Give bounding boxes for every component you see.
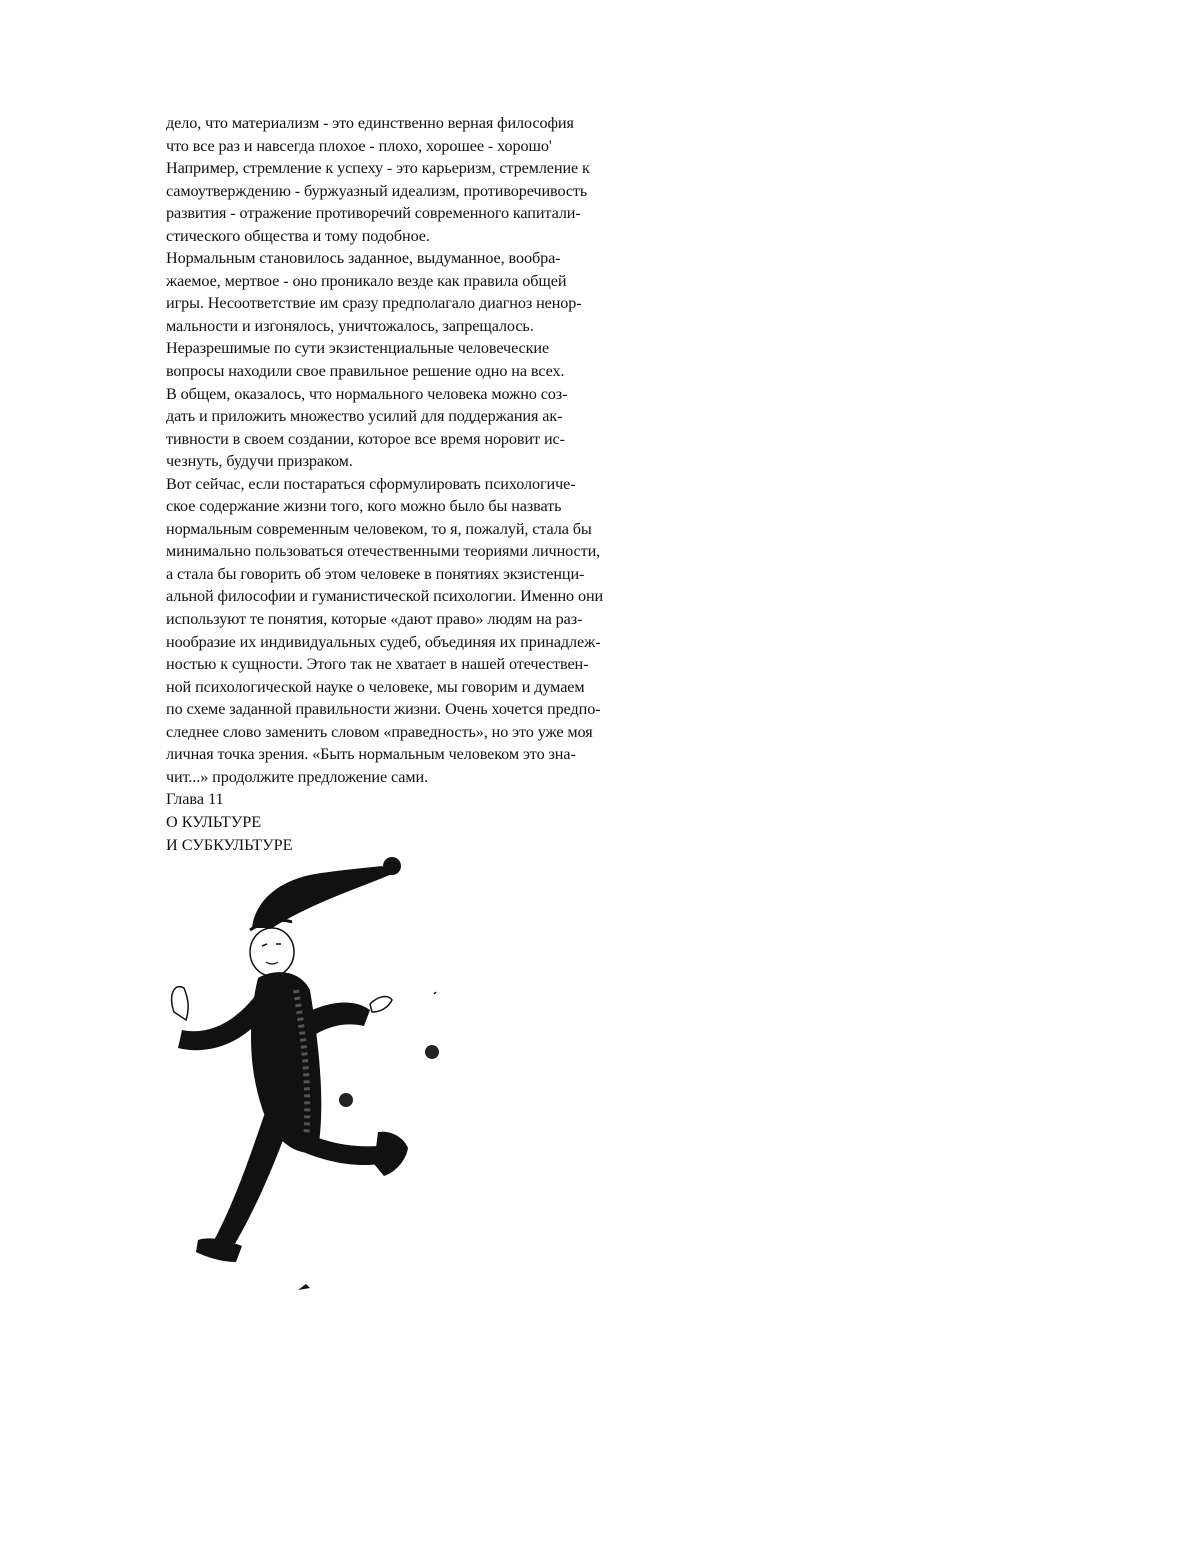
text-line: стического общества и тому подобное. [166, 226, 430, 245]
ink-spot [339, 1093, 353, 1107]
paragraph-1 [166, 112, 726, 247]
text-line: чит...» продолжите предложение сами. [166, 767, 429, 786]
text-line: мальности и изгонялось, уничтожалось, запрещалось. [166, 316, 534, 335]
body-text [166, 112, 726, 856]
text-line: игры. Несоответствие им сразу предполагало диагноз ненор- [166, 294, 582, 313]
ink-spot [425, 1045, 439, 1059]
text-line: вопросы находили свое правильное решение одно на всех. [166, 362, 565, 381]
text-line: что все раз и навсегда плохое - плохо, хорошее - хорошо' [166, 136, 552, 155]
right-boot [374, 1132, 408, 1176]
chapter-number: Глава 11 [166, 790, 224, 809]
right-arm [312, 1003, 370, 1035]
text-line: нормальным современным человеком, то я, пожалуй, стала бы [166, 519, 592, 538]
text-line: альной философии и гуманистической психологии. Именно они [166, 587, 604, 606]
text-line: дать и приложить множество усилий для поддержания ак- [166, 407, 563, 426]
paragraph-3 [166, 337, 726, 382]
text-line: Неразрешимые по сути экзистенциальные человеческие [166, 339, 550, 358]
text-line: ностью к сущности. Этого так не хватает в нашей отечествен- [166, 655, 589, 674]
chapter-heading [166, 788, 726, 856]
hat-pompom [383, 857, 401, 875]
ink-spot [298, 1284, 310, 1290]
ink-spot [434, 992, 436, 994]
paragraph-5 [166, 473, 726, 789]
text-line: развития - отражение противоречий современного капитали- [166, 204, 581, 223]
text-line: ной психологической науке о человеке, мы говорим и думаем [166, 677, 585, 696]
text-line: а стала бы говорить об этом человеке в понятиях экзистенци- [166, 564, 585, 583]
chapter-title-line-2: И СУБКУЛЬТУРЕ [166, 835, 293, 854]
text-line: следнее слово заменить словом «праведность», но это уже моя [166, 722, 593, 741]
text-line: жаемое, мертвое - оно проникало везде как правила общей [166, 271, 567, 290]
text-line: минимально пользоваться отечественными теориями личности, [166, 542, 601, 561]
text-line: В общем, оказалось, что нормального человека можно соз- [166, 384, 568, 403]
text-line: дело, что материализм - это единственно верная философия [166, 114, 574, 132]
right-hand [370, 997, 392, 1012]
chapter-title-line-1: О КУЛЬТУРЕ [166, 812, 262, 831]
hat-shape [252, 866, 392, 928]
text-line: ское содержание жизни того, кого можно было бы назвать [166, 497, 562, 516]
text-line: Вот сейчас, если постараться сформулировать психологиче- [166, 474, 576, 493]
text-line: самоутверждению - буржуазный идеализм, противоречивость [166, 181, 588, 200]
text-line: Нормальным становилось заданное, выдуманное, вообра- [166, 249, 561, 268]
text-line: по схеме заданной правильности жизни. Очень хочется предпо- [166, 700, 601, 719]
left-hand [172, 987, 189, 1020]
left-leg [212, 1104, 292, 1252]
text-line: личная точка зрения. «Быть нормальным человеком это зна- [166, 745, 576, 764]
text-line: тивности в своем создании, которое все время норовит ис- [166, 429, 565, 448]
face-shape [250, 928, 294, 976]
paragraph-2 [166, 247, 726, 337]
paragraph-4 [166, 383, 726, 473]
gnome-illustration [155, 850, 465, 1300]
text-line: нообразие их индивидуальных судеб, объединяя их принадлеж- [166, 632, 601, 651]
text-line: чезнуть, будучи призраком. [166, 452, 353, 471]
right-leg [290, 1128, 380, 1165]
text-line: Например, стремление к успеху - это карьеризм, стремление к [166, 159, 590, 178]
text-line: используют те понятия, которые «дают право» людям на раз- [166, 610, 583, 629]
